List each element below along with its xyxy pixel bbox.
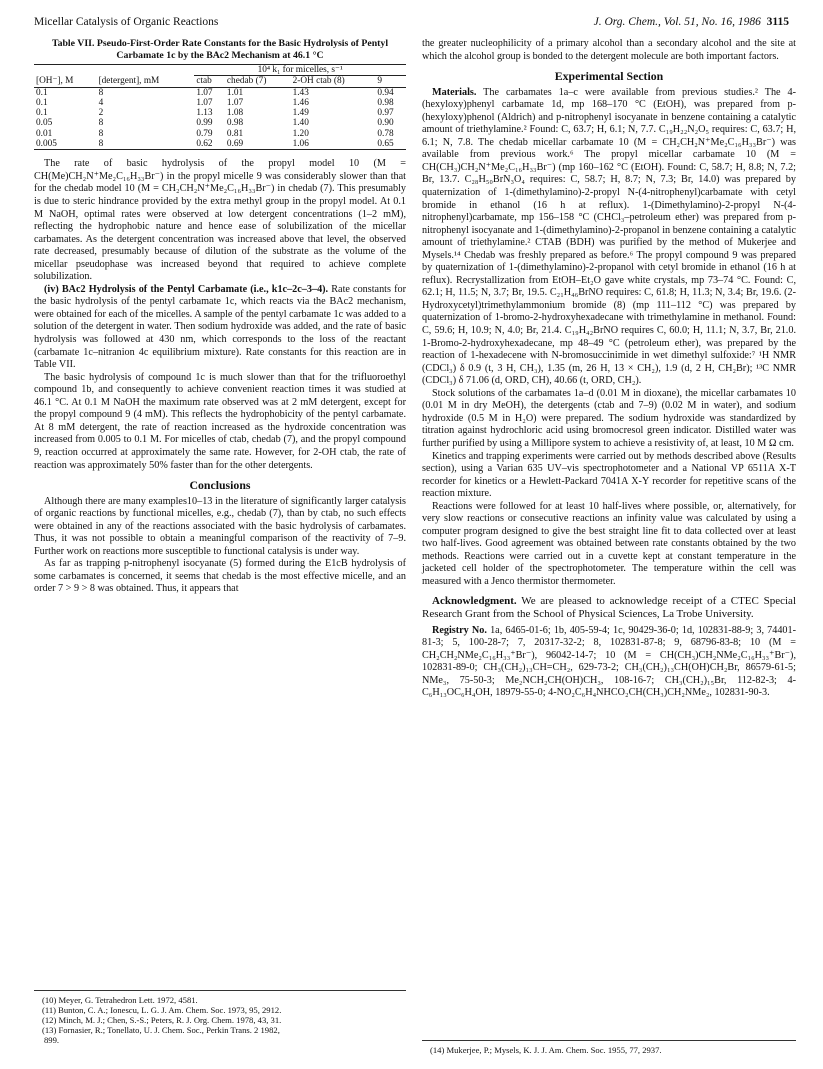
table-row	[34, 129, 406, 139]
table-cell: 0.1	[36, 108, 48, 119]
table-span-header: 10⁴ k₁ for micelles, s⁻¹	[194, 65, 406, 76]
experimental-paragraph: Kinetics and trapping experiments were carried out by methods described above (Results section), using a Varian 635 UV–vis spectrophotometer and a National VP 6511A X-T recorder for kinetics or a Hewlett-Packard 7041A X-Y recorder for repetitive scans of the reaction mixture.	[422, 450, 796, 500]
table-cell: 0.98	[226, 118, 244, 129]
table-col-header: 2-OH ctab (8)	[291, 76, 376, 87]
materials-label: Materials.	[432, 86, 477, 98]
footnote: (10) Meyer, G. Tetrahedron Lett. 1972, 4581.	[42, 995, 198, 1005]
acknowledgment-label: Acknowledgment.	[432, 594, 517, 607]
table-cell: 0.81	[226, 128, 244, 139]
table-cell: 0.65	[375, 139, 406, 150]
table-cell: 0.98	[377, 97, 394, 108]
footnote: (11) Bunton, C. A.; Ionescu, L. G. J. Am. Chem. Soc. 1973, 95, 2912.	[42, 1005, 282, 1015]
running-header	[34, 16, 789, 32]
body-paragraph: The rate of basic hydrolysis of the propyl model 10 (M = CH(Me)CH₂N⁺Me₂C₁₆H₃₃Br⁻) in the propyl micelle 9 was considerably slower than that for the chedab model 10 (M = CH₂CH₂N⁺Me₂C₁₆H₃₃Br⁻) in chedab (7). This presumably is due to steric hindrance provided by the extra methyl group in the propyl model. At 0.1 M NaOH, optimal rates were observed at low detergent concentrations (1–2 mM), reflecting the hydrophobic nature and hence ease of solubilization of the micellar carbamates. As the detergent concentration was increased above that level, the observed rate decreased, presumably because of dilution of the substrate as the volume of the micellar pseudophase was increased beyond that required to achieve complete solubilization.	[34, 158, 406, 283]
table-col-header: ctab	[194, 76, 225, 87]
table-col-header: [detergent], mM	[97, 76, 195, 87]
registry-paragraph	[422, 625, 796, 700]
section-iv-paragraph	[34, 284, 406, 372]
materials-paragraph	[422, 87, 796, 388]
table-col-header: 9	[375, 76, 406, 87]
section-iv-text: Rate constants for the basic hydrolysis of the pentyl carbamate 1c, which reacts via the BAc2 mechanism, were obtained for each of the micelles. A sample of the pentyl carbamate 1c was added to a solution of the detergent in water. Then sodium hydroxide was added, and the rate of basic hydrolysis was followed at 430 nm, which corresponds to the loss of the reactant (carbamate 1c–nitranion 4c equilibrium mixture). Rate constants for this reaction are in Table VII.	[34, 283, 406, 371]
table-cell: 1.01	[226, 87, 244, 98]
table-cell: 0.05	[36, 118, 53, 129]
conclusions-paragraph: Although there are many examples10–13 in the literature of significantly larger catalysis of organic reactions by functional micelles, e.g., chedab (7), than by ctab, no such effects were obtained in any of the reactions associated with the basic hydrolysis of carbamates. Thus, it was not possible to obtain a meaningful comparison of the reactivity of 7–9. Further work on reactions more susceptible to functional catalysis is under way.	[34, 495, 406, 557]
table-cell: 1.06	[291, 139, 376, 150]
acknowledgment-text: We are pleased to acknowledge receipt of a CTEC Special Research Grant from the School of Physical Sciences, La Trobe University.	[422, 594, 796, 620]
table-cell: 1.08	[226, 108, 244, 119]
table-row	[34, 98, 406, 108]
table-col-header: [OH⁻], M	[34, 76, 97, 87]
materials-text: The carbamates 1a–c were available from previous studies.² The 4-(hexyloxy)phenyl carbamate 1d, mp 168–170 °C (EtOH), was prepared from p-(hexyloxy)phenol (Aldrich) and p-nitrophenyl isocyanate in benzene containing a catalytic amount of triethylamine.² Found: C, 63.7; H, 6.1; N, 7.7. C₁₉H₂₂N₂O₅ requires: C, 63.7; H, 6.1; N, 7.8. The chedab micellar carbamate 10 (M = CH₂CH₂N⁺Me₂C₁₆H₃₃Br⁻) was available from previous work.⁶ The propyl micellar carbamate 10 (M = CH(CH₃)CH₂N⁺Me₂C₁₆H₃₃Br⁻) (mp 160–162 °C (EtOH). Found: C, 58.7; H, 8.8; N, 7.2; Br, 13.7. C₂₈H₅₀BrN₃O₄ requires: C, 58.7; H, 8.7; N, 7.3; Br, 14.0) was prepared by quaternization of 1-(dimethylamino)-2-propyl N-(4-nitrophenyl)carbamate with cetyl bromide in ethanol (16 h at reflux). 1-(Dimethylamino)-2-propyl N-(4-nitrophenyl)carbamate, mp 156–158 °C (CHCl₃–petroleum ether) was prepared from p-nitrophenyl isocyanate and 1-(dimethylamino)-2-propanol in benzene containing a catalytic amount of triethylamine.² CTAB (BDH) was purified by the method of Mukerjee and Mysels.¹⁴ Chedab was freshly prepared as before.⁶ The propyl compound 9 was prepared by quaternization of 1-(dimethylamino)-2-propanol with cetyl bromide in ethanol (16 h at reflux). Recrystallization from EtOH–Et₂O gave white crystals, mp 73–74 °C. Found: C, 62.1; H, 11.5; N, 3.7; Br, 19.5. C₂₁H₄₆BrNO requires: C, 61.8; H, 11.3; N, 3.4; Br, 19.6. (2-Hydroxycetyl)trimethylammonium bromide (8) (mp 111–112 °C) was prepared by quaternization of 1-bromo-2-hydroxyhexadecane with trimethylamine in methanol. Found: C, 59.6; H, 10.9; N, 4.0; Br, 21.4. C₁₉H₄₂BrNO requires C, 60.0; H, 11.1; N, 3.7, Br, 21.0. 1-Bromo-2-hydroxyhexadecane, mp 48–49 °C (petroleum ether), was prepared by the reaction of 1-hexadecene with N-bromosuccinimide in wet dimethyl sulfoxide:⁷ ¹H NMR (CDCl₃) δ 0.9 (t, 3 H, CH₃), 1.35 (m, 26 H, 13 × CH₂), 1.9 (d, 2 H, CH₂Br); ¹³C NMR (CDCl₃) δ 71.06 (d, ORD, CH), 40.66 (t, ORD, CH₂).	[422, 86, 796, 387]
table-cell: 8	[98, 128, 104, 139]
table-cell: 1.40	[292, 118, 309, 129]
table-cell: 0.78	[377, 128, 394, 139]
footnotes-right	[422, 1040, 796, 1055]
table-row	[34, 108, 406, 118]
table-cell: 0.79	[196, 128, 213, 139]
table-cell: 4	[98, 97, 104, 108]
table-row	[34, 139, 406, 150]
table-cell: 0.90	[377, 118, 394, 129]
journal-citation	[594, 16, 789, 28]
table-cell: 8	[98, 118, 104, 129]
footnote-continuation: 899.	[44, 1035, 60, 1045]
table-cell: 1.07	[196, 87, 213, 98]
table-cell: 0.99	[196, 118, 213, 129]
table-cell: 0.1	[36, 87, 48, 98]
footnote: (13) Fornasier, R.; Tonellato, U. J. Chem. Soc., Perkin Trans. 2 1982,	[42, 1025, 280, 1035]
footnote: (12) Minch, M. J.; Chen, S.-S.; Peters, R. J. Org. Chem. 1978, 43, 31.	[42, 1015, 282, 1025]
table-cell: 1.49	[292, 108, 309, 119]
table-cell: 0.97	[377, 108, 394, 119]
table-cell: 8	[98, 87, 104, 98]
table-row	[34, 118, 406, 128]
table-cell: 1.07	[196, 97, 213, 108]
page-number: 3115	[766, 16, 789, 28]
table-cell: 0.94	[377, 87, 394, 98]
table-cell: 8	[97, 139, 195, 150]
left-column	[34, 38, 406, 596]
experimental-paragraph: Stock solutions of the carbamates 1a–d (0.01 M in dioxane), the micellar carbamates 10 (0.01 M in dry MeOH), the detergents (ctab and 7–9) (0.02 M in water), and sodium hydroxide (0.5 M in H₂O) were prepared. The sodium hydroxide was standardized by titration against hydrochloric acid using bromocresol green indicator. Distilled water was further purified by using a Millipore system to achieve a resistivity of, at least, 10 M Ω cm.	[422, 387, 796, 449]
table-col-header: chedab (7)	[225, 76, 291, 87]
section-iv-heading: (iv) BAc2 Hydrolysis of the Pentyl Carbamate (i.e., k1c–2c–3–4).	[44, 283, 329, 295]
footnote: (14) Mukerjee, P.; Mysels, K. J. J. Am. Chem. Soc. 1955, 77, 2937.	[430, 1045, 662, 1055]
experimental-paragraph: Reactions were followed for at least 10 half-lives where possible, or, alternatively, for very slow reactions or consecutive reactions an infinity value was calculated by using a computer program designed to give the best straight line fit to data collected over at least two half-lives. Good agreement was obtained between rate constants obtained by the two methods. Reactions were carried out in a cuvette kept at constant temperature in the jacketed cell holder of the spectrophotometer. The temperature within the cell was measured with a Jenco thermistor thermometer.	[422, 500, 796, 587]
registry-label: Registry No.	[432, 624, 487, 636]
conclusions-heading: Conclusions	[189, 478, 251, 493]
table-cell: 0.1	[36, 97, 48, 108]
body-paragraph: the greater nucleophilicity of a primary alcohol than a secondary alcohol and the site at which the alcohol group is bonded to the detergent molecule are both important factors.	[422, 38, 796, 62]
conclusions-paragraph: As far as trapping p-nitrophenyl isocyanate (5) formed during the E1cB hydrolysis of some carbamates is concerned, it seems that chedab is the most effective micelle, and an order 7 > 9 > 8 was obtained. Thus, it appears that	[34, 558, 406, 595]
table-cell: 1.07	[226, 97, 244, 108]
footnotes-left	[34, 990, 406, 1045]
journal-name: J. Org. Chem., Vol. 51, No. 16, 1986	[593, 16, 761, 28]
acknowledgment-paragraph	[422, 595, 796, 621]
table-cell: 0.01	[36, 128, 53, 139]
table-cell: 1.43	[292, 87, 309, 98]
rate-constant-table	[34, 64, 406, 150]
right-column	[422, 38, 796, 700]
running-title: Micellar Catalysis of Organic Reactions	[34, 16, 219, 28]
table-cell: 0.005	[34, 139, 97, 150]
table-cell: 1.20	[292, 128, 309, 139]
table-title: Table VII. Pseudo-First-Order Rate Constants for the Basic Hydrolysis of Pentyl Carbamate 1c by the BAc2 Mechanism at 46.1 °C	[51, 38, 389, 61]
table-row	[34, 87, 406, 98]
body-paragraph: The basic hydrolysis of compound 1c is much slower than that for the trifluoroethyl compound 1b, and consequently to achieve convenient reaction times it was studied at 46.1 °C. At 0.1 M NaOH the maximum rate observed was at 2 mM detergent, except for the propyl compound 9 (4 mM). This reflects the hydrophobicity of the pentyl carbamate. At 8 mM detergent, the rate of reaction increased as the hydroxide concentration was increased from 0.005 to 0.1 M. For micelles of ctab, chedab (7), and the propyl compound 9, reaction occurred at approximately the same rate. However, for 2-OH ctab, the rate of reaction was approximately 50% faster than for the other detergents.	[34, 371, 406, 471]
experimental-heading: Experimental Section	[554, 69, 664, 84]
registry-text: 1a, 6465-01-6; 1b, 405-59-4; 1c, 90429-36-0; 1d, 102831-88-9; 3, 74401-81-3; 5, 100-28-7; 7, 20317-32-2; 8, 102831-87-8; 9, 68796-83-8; 10 (M = CH₂CH₂NMe₂C₁₆H₃₃⁺Br⁻), 96042-14-7; 10 (M = CH(CH₃)CH₂NMe₂C₁₆H₃₃⁺Br⁻), 102831-89-0; CH₃(CH₂)₁₃CH=CH₂, 629-73-2; CH₃(CH₂)₁₃CH(OH)CH₂Br, 86579-61-5; NMe₃, 75-50-3; Me₂NCH₂CH(OH)CH₃, 108-16-7; CH₃(CH₂)₁₅Br, 112-82-3; 4-C₆H₁₃OC₆H₄OH, 18979-55-0; 4-NO₂C₆H₄NHCO₂CH(CH₃)CH₂NMe₂, 102831-90-3.	[422, 624, 796, 699]
table-cell: 1.13	[196, 108, 213, 119]
table-cell: 0.69	[225, 139, 291, 150]
table-cell: 0.62	[194, 139, 225, 150]
table-cell: 2	[98, 108, 104, 119]
table-cell: 1.46	[292, 97, 309, 108]
